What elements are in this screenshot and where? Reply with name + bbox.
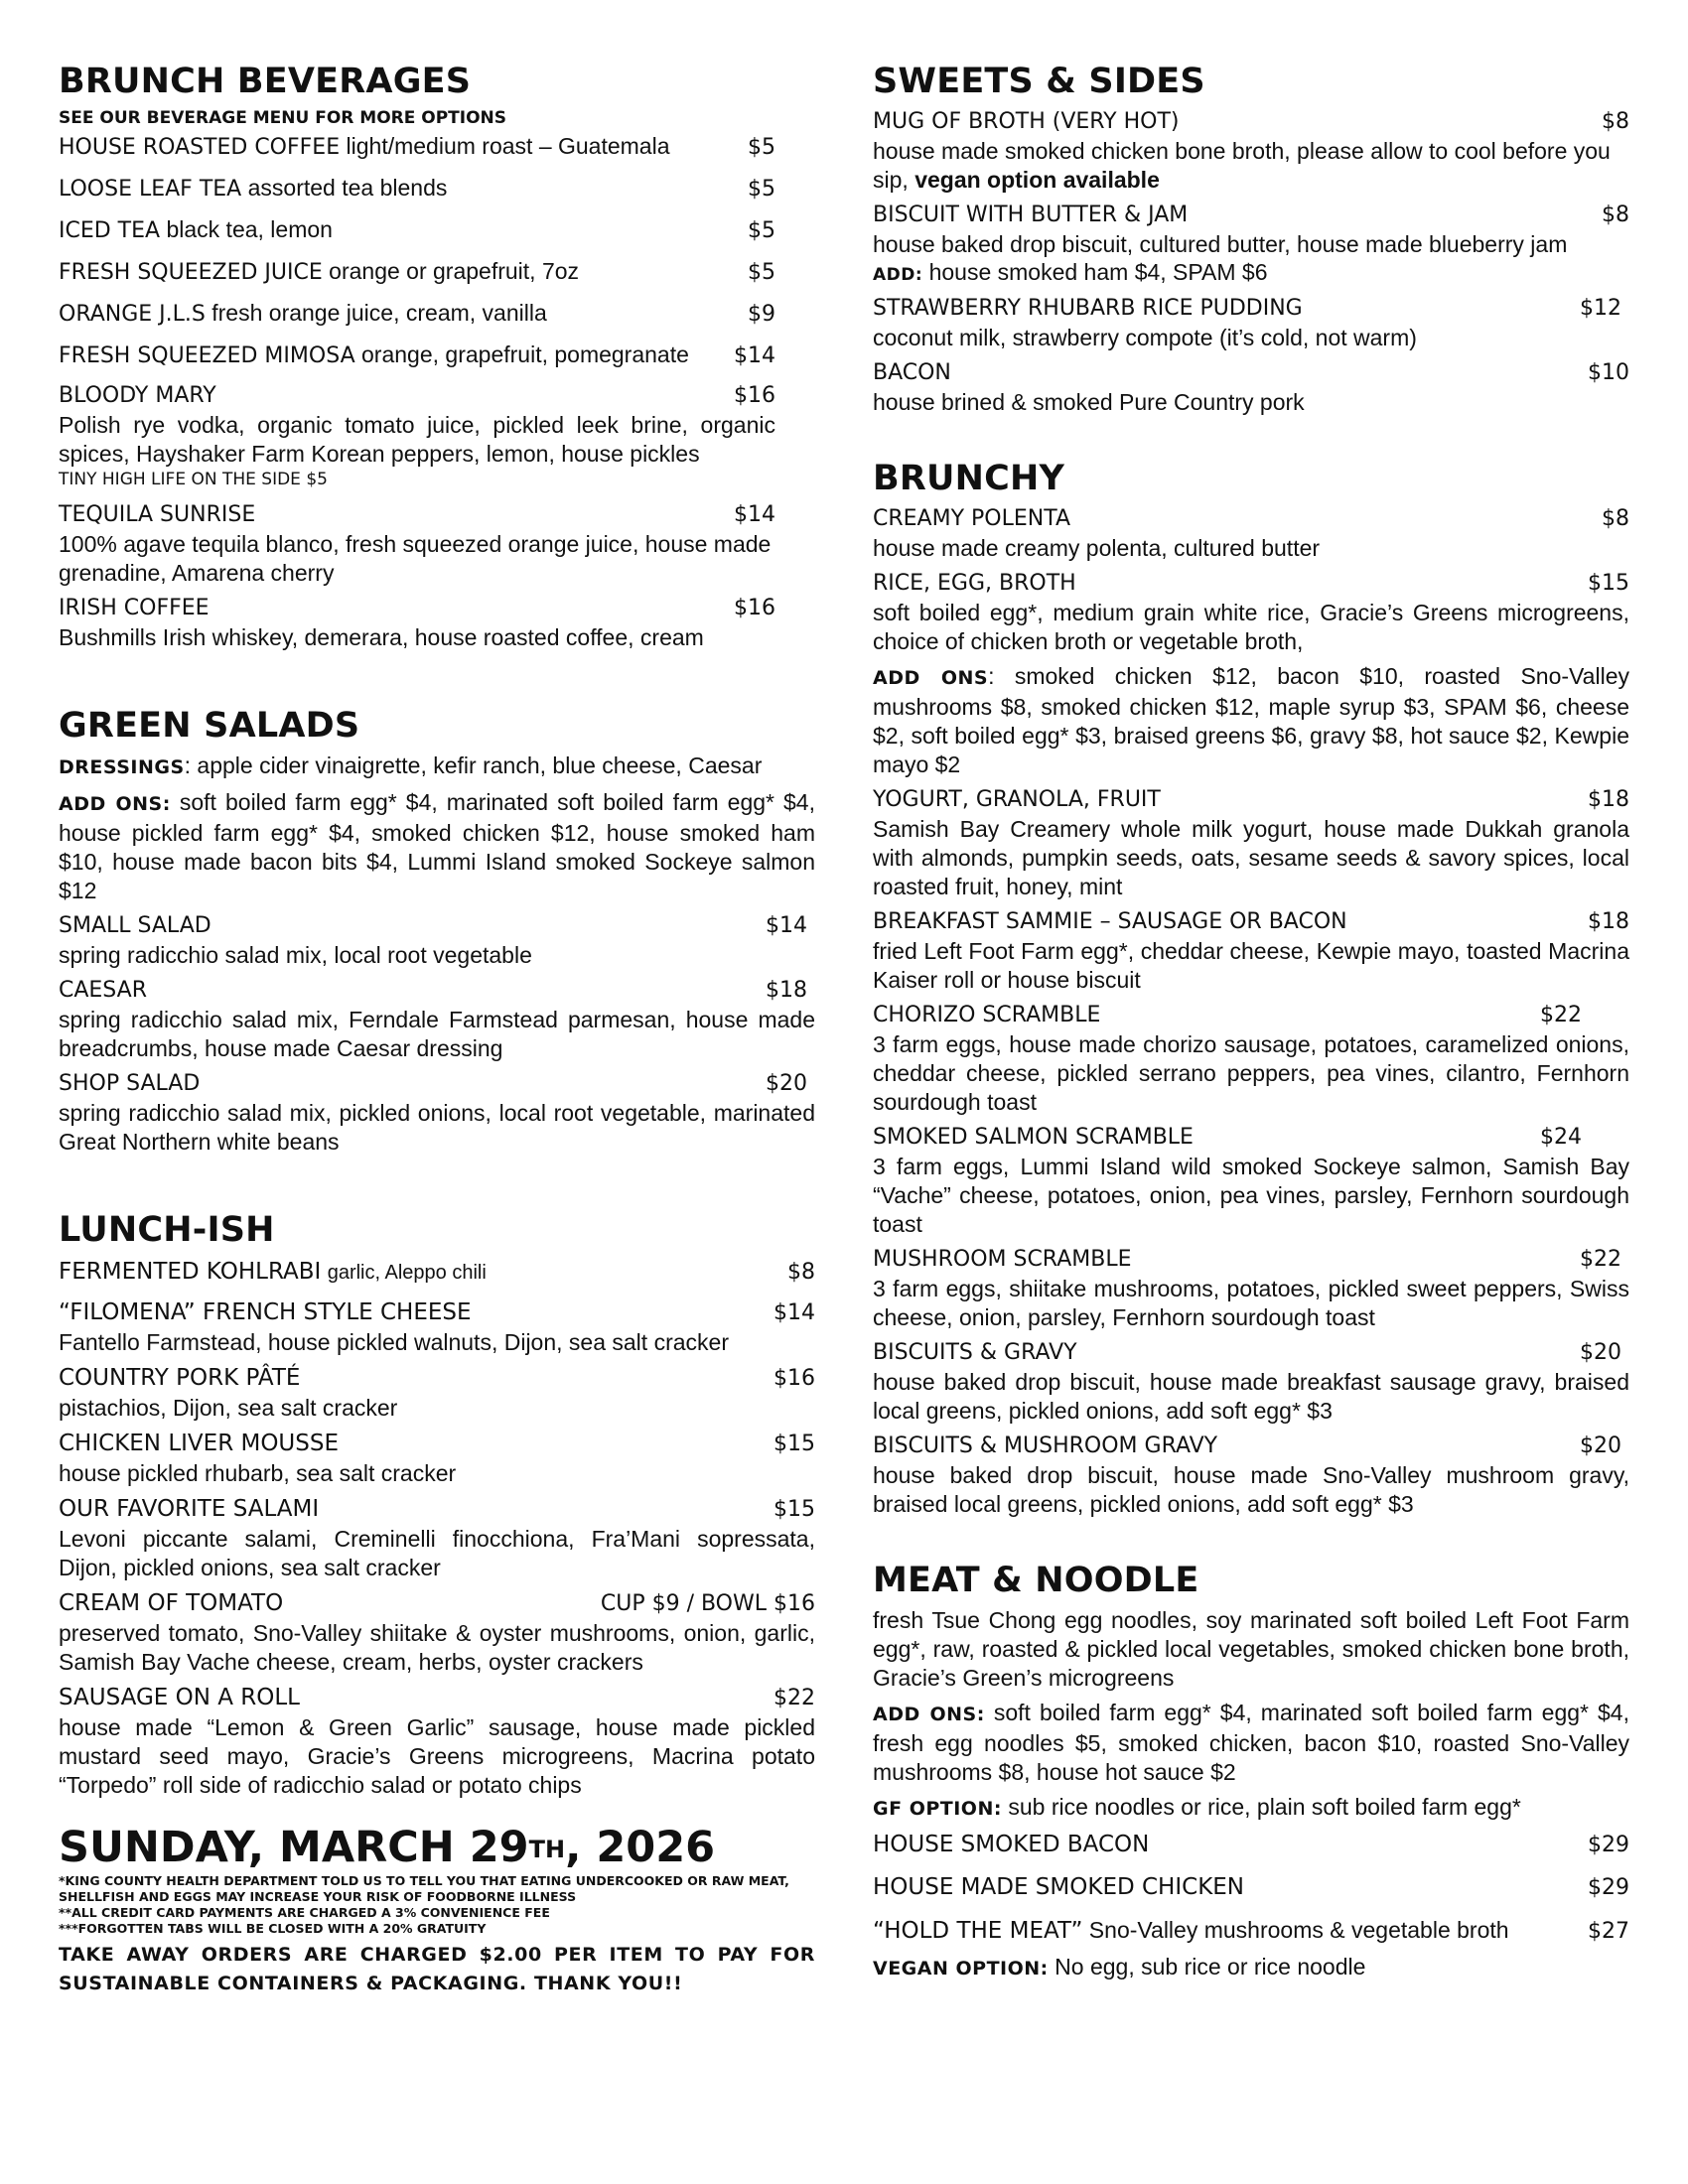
addons-note xyxy=(59,788,815,905)
lunch-ish-section xyxy=(59,1208,815,1800)
item-desc: house baked drop biscuit, house made Sno-Valley mushroom gravy, braised local greens, pickled onions, add soft egg* $3 xyxy=(873,1462,1629,1517)
green-salads-section xyxy=(59,704,815,1157)
left-column xyxy=(59,60,815,1998)
gf-option-note xyxy=(873,1793,1629,1824)
item-name: COUNTRY PORK PÂTÉ xyxy=(59,1365,301,1391)
item-name: BISCUITS & MUSHROOM GRAVY xyxy=(873,1433,1218,1458)
section-title: GREEN SALADS xyxy=(59,706,360,746)
menu-item xyxy=(873,1915,1629,1947)
item-price: $9 xyxy=(748,302,775,327)
item-name: CHICKEN LIVER MOUSSE xyxy=(59,1431,339,1456)
item-price: CUP $9 / BOWL $16 xyxy=(600,1591,815,1616)
item-name: HOUSE MADE SMOKED CHICKEN xyxy=(873,1874,1245,1900)
item-name: CAESAR xyxy=(59,978,148,1003)
noodle-desc: fresh Tsue Chong egg noodles, soy marinated soft boiled Left Foot Farm egg*, raw, roasted & pickled local vegetables, smoked chicken bone broth, Gracie’s Green’s microgreens xyxy=(873,1607,1629,1691)
item-name: YOGURT, GRANOLA, FRUIT xyxy=(873,787,1161,812)
item-desc: orange or grapefruit, 7oz xyxy=(329,258,580,284)
menu-item xyxy=(59,256,815,288)
menu-item xyxy=(59,1494,815,1582)
menu-item xyxy=(873,1338,1629,1426)
menu-item-biscuit xyxy=(873,201,1629,288)
item-desc: 3 farm eggs, shiitake mushrooms, potatoes, pickled sweet peppers, Swiss cheese, onion, parsley, Fernhorn sourdough toast xyxy=(873,1276,1629,1330)
item-name: ICED TEA xyxy=(59,218,161,243)
dressings-note xyxy=(59,751,815,782)
item-price: $14 xyxy=(734,343,775,368)
item-desc: assorted tea blends xyxy=(247,175,448,201)
item-price: $8 xyxy=(787,1260,815,1285)
item-desc: house baked drop biscuit, house made breakfast sausage gravy, braised local greens, pickled onions, add soft egg* $3 xyxy=(873,1369,1629,1424)
item-name: BACON xyxy=(873,360,951,385)
item-price: $15 xyxy=(774,1432,815,1456)
item-name: SHOP SALAD xyxy=(59,1071,201,1096)
item-desc: house brined & smoked Pure Country pork xyxy=(873,389,1305,415)
menu-item xyxy=(873,1872,1629,1903)
item-price: $16 xyxy=(734,383,775,408)
meat-noodle-section xyxy=(873,1559,1629,1983)
item-name: HOUSE ROASTED COFFEE xyxy=(59,135,341,160)
item-price: $14 xyxy=(734,502,775,527)
menu-item xyxy=(873,1001,1629,1117)
item-desc: fresh orange juice, cream, vanilla xyxy=(211,300,547,326)
item-price: $5 xyxy=(748,218,775,243)
section-title: BRUNCHY xyxy=(873,459,1065,498)
menu-item xyxy=(59,131,815,163)
item-price: $10 xyxy=(1588,360,1629,385)
menu-item-irish-coffee xyxy=(59,594,815,652)
item-desc: spring radicchio salad mix, pickled onions, local root vegetable, marinated Great Northern white beans xyxy=(59,1100,815,1155)
item-desc: house made smoked chicken bone broth, please allow to cool before you sip, vegan option available xyxy=(873,138,1611,193)
item-add: ADD: house smoked ham $4, SPAM $6 xyxy=(873,259,1268,285)
item-price: $20 xyxy=(766,1071,807,1096)
footnotes xyxy=(59,1873,815,1937)
section-title: BRUNCH BEVERAGES xyxy=(59,62,472,101)
item-desc: Polish rye vodka, organic tomato juice, pickled leek brine, organic spices, Hayshaker Farm Korean peppers, lemon, house pickles xyxy=(59,412,775,467)
addons-label: ADD ONS: xyxy=(873,1704,985,1725)
item-desc: Sno-Valley mushrooms & vegetable broth xyxy=(1082,1917,1509,1943)
item-name: STRAWBERRY RHUBARB RICE PUDDING xyxy=(873,296,1303,321)
item-desc: house baked drop biscuit, cultured butter, house made blueberry jam xyxy=(873,231,1568,257)
gf-label: GF OPTION: xyxy=(873,1798,1002,1820)
item-desc: fried Left Foot Farm egg*, cheddar cheese, Kewpie mayo, toasted Macrina Kaiser roll or house biscuit xyxy=(873,938,1629,993)
item-name: FERMENTED KOHLRABI xyxy=(59,1259,322,1285)
item-desc: orange, grapefruit, pomegranate xyxy=(361,341,689,367)
item-price: $29 xyxy=(1588,1875,1629,1900)
menu-item xyxy=(873,1123,1629,1239)
item-price: $22 xyxy=(774,1686,815,1710)
item-desc: 3 farm eggs, house made chorizo sausage, potatoes, caramelized onions, cheddar cheese, pickled serrano peppers, pea vines, cilantro, Fernhorn sourdough toast xyxy=(873,1031,1629,1115)
item-name: BISCUIT WITH BUTTER & JAM xyxy=(873,203,1189,227)
item-price: $29 xyxy=(1588,1833,1629,1857)
item-name: CREAM OF TOMATO xyxy=(59,1590,284,1616)
item-price: $16 xyxy=(734,596,775,620)
brunchy-section xyxy=(873,457,1629,1519)
menu-item xyxy=(873,294,1629,352)
section-title: MEAT & NOODLE xyxy=(873,1561,1199,1600)
sweets-sides-section xyxy=(873,60,1629,417)
item-name: LOOSE LEAF TEA xyxy=(59,177,242,202)
item-desc: preserved tomato, Sno-Valley shiitake & oyster mushrooms, onion, garlic, Samish Bay Vache cheese, cream, herbs, oyster crackers xyxy=(59,1620,815,1675)
section-subtitle: SEE OUR BEVERAGE MENU FOR MORE OPTIONS xyxy=(59,108,507,128)
item-desc: black tea, lemon xyxy=(166,216,333,242)
item-name: FRESH SQUEEZED MIMOSA xyxy=(59,343,355,368)
vegan-label: VEGAN OPTION: xyxy=(873,1958,1049,1979)
item-name: TEQUILA SUNRISE xyxy=(59,502,256,527)
menu-item-polenta xyxy=(873,504,1629,563)
item-price: $22 xyxy=(1580,1247,1621,1272)
item-desc: Levoni piccante salami, Creminelli finocchiona, Fra’Mani sopressata, Dijon, pickled onions, sea salt cracker xyxy=(59,1526,815,1580)
item-price: $18 xyxy=(1588,909,1629,934)
item-name: FRESH SQUEEZED JUICE xyxy=(59,260,323,285)
menu-item xyxy=(59,1069,815,1157)
item-name: MUG OF BROTH (VERY HOT) xyxy=(873,109,1180,134)
item-price: $8 xyxy=(1602,506,1629,531)
item-desc: house pickled rhubarb, sea salt cracker xyxy=(59,1460,457,1486)
gf-text: sub rice noodles or rice, plain soft boiled farm egg* xyxy=(1001,1794,1521,1820)
item-desc: Bushmills Irish whiskey, demerara, house roasted coffee, cream xyxy=(59,624,704,650)
dressings-text: : apple cider vinaigrette, kefir ranch, blue cheese, Caesar xyxy=(184,752,763,778)
item-price: $5 xyxy=(748,260,775,285)
item-desc: house made creamy polenta, cultured butter xyxy=(873,535,1321,561)
item-name: ORANGE J.L.S xyxy=(59,302,206,327)
vegan-option-note xyxy=(873,1953,1629,1983)
menu-date: SUNDAY, MARCH 29TH, 2026 xyxy=(59,1823,716,1872)
item-name: MUSHROOM SCRAMBLE xyxy=(873,1247,1132,1272)
menu-item xyxy=(59,1588,815,1677)
item-price: $18 xyxy=(766,978,807,1003)
item-price: $16 xyxy=(774,1366,815,1391)
item-desc: 100% agave tequila blanco, fresh squeezed orange juice, house made grenadine, Amarena cherry xyxy=(59,531,772,586)
menu-item xyxy=(873,1245,1629,1332)
item-note: TINY HIGH LIFE ON THE SIDE $5 xyxy=(59,470,328,489)
footnote: ***FORGOTTEN TABS WILL BE CLOSED WITH A 20% GRATUITY xyxy=(59,1921,487,1936)
item-price: $15 xyxy=(1588,571,1629,596)
item-desc: house made “Lemon & Green Garlic” sausage, house made pickled mustard seed mayo, Gracie’s Greens microgreens, Macrina potato “Torpedo” roll side of radicchio salad or potato chips xyxy=(59,1714,815,1798)
menu-item xyxy=(59,340,815,371)
item-desc: spring radicchio salad mix, Ferndale Farmstead parmesan, house made breadcrumbs, house made Caesar dressing xyxy=(59,1007,815,1061)
item-name: BLOODY MARY xyxy=(59,383,216,408)
item-price: $8 xyxy=(1602,109,1629,134)
addons-text: : smoked chicken $12, bacon $10, roasted Sno-Valley mushrooms $8, smoked chicken $12, maple syrup $3, SPAM $6, cheese $2, soft boiled egg* $3, braised greens $6, gravy $8, hot sauce $2, Kewpie mayo $2 xyxy=(873,663,1629,777)
menu-item-rice-egg-broth xyxy=(873,569,1629,656)
item-name: SMALL SALAD xyxy=(59,913,211,938)
menu-item xyxy=(873,785,1629,901)
item-desc: coconut milk, strawberry compote (it’s cold, not warm) xyxy=(873,325,1417,350)
item-desc: light/medium roast – Guatemala xyxy=(346,133,670,159)
right-column xyxy=(873,60,1629,1989)
addons-label: ADD ONS: xyxy=(59,793,171,815)
item-name: HOUSE SMOKED BACON xyxy=(873,1832,1150,1857)
item-name: IRISH COFFEE xyxy=(59,596,210,620)
footnote: **ALL CREDIT CARD PAYMENTS ARE CHARGED A 3% CONVENIENCE FEE xyxy=(59,1905,550,1920)
menu-item xyxy=(873,1432,1629,1519)
item-name: CREAMY POLENTA xyxy=(873,506,1070,531)
item-price: $5 xyxy=(748,177,775,202)
menu-item-bloody-mary xyxy=(59,381,815,490)
dressings-label: DRESSINGS xyxy=(59,756,185,778)
item-price: $12 xyxy=(1580,296,1621,321)
menu-item xyxy=(873,358,1629,417)
item-price: $14 xyxy=(766,913,807,938)
item-desc: Fantello Farmstead, house pickled walnuts, Dijon, sea salt cracker xyxy=(59,1329,729,1355)
item-price: $5 xyxy=(748,135,775,160)
item-price: $20 xyxy=(1580,1433,1621,1458)
item-desc: spring radicchio salad mix, local root vegetable xyxy=(59,942,532,968)
brunch-beverages-section xyxy=(59,60,815,652)
item-name: RICE, EGG, BROTH xyxy=(873,571,1076,596)
item-desc: 3 farm eggs, Lummi Island wild smoked Sockeye salmon, Samish Bay “Vache” cheese, potatoes, onion, pea vines, parsley, Fernhorn sourdough toast xyxy=(873,1154,1629,1237)
item-desc: soft boiled egg*, medium grain white rice, Gracie’s Greens microgreens, choice of chicken broth or vegetable broth, xyxy=(873,600,1629,654)
item-desc: Samish Bay Creamery whole milk yogurt, house made Dukkah granola with almonds, pumpkin seeds, oats, sesame seeds & savory spices, local roasted fruit, honey, mint xyxy=(873,816,1629,899)
item-price: $15 xyxy=(774,1497,815,1522)
section-title: SWEETS & SIDES xyxy=(873,62,1205,101)
vegan-option-note: vegan option available xyxy=(914,167,1160,193)
item-name: SAUSAGE ON A ROLL xyxy=(59,1685,300,1710)
menu-item xyxy=(59,173,815,205)
item-desc: pistachios, Dijon, sea salt cracker xyxy=(59,1395,398,1421)
section-title: LUNCH-ISH xyxy=(59,1210,275,1250)
menu-item xyxy=(873,1830,1629,1860)
menu-item xyxy=(59,214,815,246)
menu-item xyxy=(59,298,815,330)
item-price: $22 xyxy=(1540,1003,1582,1027)
item-name: BREAKFAST SAMMIE – SAUSAGE OR BACON xyxy=(873,909,1347,934)
item-name: SMOKED SALMON SCRAMBLE xyxy=(873,1125,1194,1150)
takeaway-note: TAKE AWAY ORDERS ARE CHARGED $2.00 PER ITEM TO PAY FOR SUSTAINABLE CONTAINERS & PACKAGING. THANK YOU!! xyxy=(59,1944,815,1994)
item-price: $24 xyxy=(1540,1125,1582,1150)
item-price: $27 xyxy=(1588,1919,1629,1944)
footnote: *KING COUNTY HEALTH DEPARTMENT TOLD US TO TELL YOU THAT EATING UNDERCOOKED OR RAW MEAT, SHELLFISH AND EGGS MAY INCREASE YOUR RISK OF FOODBORNE ILLNESS xyxy=(59,1873,789,1904)
item-name: “HOLD THE MEAT” xyxy=(873,1918,1083,1944)
vegan-text: No egg, sub rice or rice noodle xyxy=(1048,1954,1366,1979)
item-name: “FILOMENA” FRENCH STYLE CHEESE xyxy=(59,1299,472,1325)
addons-text: soft boiled farm egg* $4, marinated soft boiled farm egg* $4, fresh egg noodles $5, smoked chicken, bacon $10, roasted Sno-Valley mushrooms $8, house hot sauce $2 xyxy=(873,1700,1629,1785)
menu-item xyxy=(59,1256,815,1288)
item-price: $14 xyxy=(774,1300,815,1325)
addons-label: ADD ONS xyxy=(873,667,989,689)
addons-text: soft boiled farm egg* $4, marinated soft boiled farm egg* $4, house pickled farm egg* $4, smoked chicken $12, house smoked ham $10, house made bacon bits $4, Lummi Island smoked Sockeye salmon $12 xyxy=(59,789,815,903)
item-name: BISCUITS & GRAVY xyxy=(873,1340,1077,1365)
menu-item xyxy=(59,1297,815,1357)
menu-item xyxy=(59,1683,815,1800)
menu-item xyxy=(59,976,815,1063)
menu-item xyxy=(59,911,815,970)
menu-item xyxy=(873,907,1629,995)
item-name: OUR FAVORITE SALAMI xyxy=(59,1496,320,1522)
menu-item-broth xyxy=(873,107,1629,195)
menu-item xyxy=(59,1363,815,1423)
addons-note xyxy=(873,1699,1629,1787)
item-desc: garlic, Aleppo chili xyxy=(327,1262,487,1284)
menu-item xyxy=(59,1429,815,1488)
item-price: $18 xyxy=(1588,787,1629,812)
menu-item-tequila-sunrise xyxy=(59,500,815,588)
item-price: $8 xyxy=(1602,203,1629,227)
item-price: $20 xyxy=(1580,1340,1621,1365)
addons-note xyxy=(873,662,1629,779)
item-name: CHORIZO SCRAMBLE xyxy=(873,1003,1101,1027)
